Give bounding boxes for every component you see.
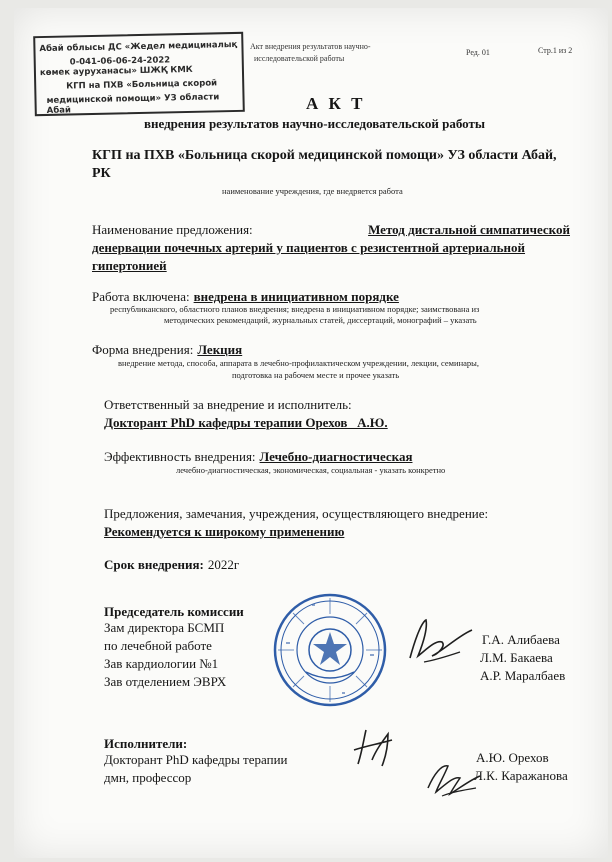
organization-line-1: КГП на ПХВ «Больница скорой медицинской помощи» УЗ области Абай, <box>92 148 557 163</box>
organization-line-2: РК <box>92 166 111 181</box>
signature-executor-1-icon <box>348 724 402 776</box>
term-value: 2022г <box>207 557 240 572</box>
proposal-row <box>92 222 570 238</box>
executor-name-2: Л.К. Каражанова <box>474 768 568 783</box>
responsible-value: Докторант PhD кафедры терапии Орехов А.Ю. <box>104 415 388 430</box>
official-seal-icon <box>272 592 388 708</box>
executor-name-1: А.Ю. Орехов <box>476 750 549 765</box>
proposal-value-3: гипертонией <box>92 258 167 273</box>
edition-label: Ред. 01 <box>466 48 490 57</box>
executors-heading: Исполнители: <box>104 736 188 751</box>
commission-role-1: Зам директора БСМП <box>104 620 225 635</box>
stamp-line-3: КГП на ПХВ «Больница скорой <box>66 78 218 92</box>
form-caption-1: внедрение метода, способа, аппарата в лечебно-профилактическом учреждении, лекции, семинары, <box>118 358 479 368</box>
signature-commission-icon <box>402 612 478 670</box>
commission-role-2: по лечебной работе <box>104 638 212 653</box>
responsible-label: Ответственный за внедрение и исполнитель: <box>104 397 352 412</box>
document-title: А К Т <box>306 94 366 113</box>
commission-role-3: Зав кардиологии №1 <box>104 656 219 671</box>
effectiveness-label: Эффективность внедрения: <box>104 449 256 464</box>
document-page <box>14 8 608 858</box>
organization-caption: наименование учреждения, где внедряется работа <box>222 186 403 196</box>
effectiveness-value: Лечебно-диагностическая <box>259 449 413 464</box>
commission-name-3: А.Р. Маралбаев <box>480 668 566 683</box>
page-counter: Стр.1 из 2 <box>538 46 573 55</box>
proposal-value-2: денервации почечных артерий у пациентов с резистентной артериальной <box>92 240 526 255</box>
registration-stamp <box>33 32 245 116</box>
doc-type-line-2: исследовательской работы <box>254 54 345 63</box>
form-value: Лекция <box>197 342 243 357</box>
remarks-label: Предложения, замечания, учреждения, осуществляющего внедрение: <box>104 506 489 521</box>
included-caption-1: республиканского, областного планов внедрения; внедрена в инициативном порядке; заимствована из <box>110 304 480 314</box>
commission-heading: Председатель комиссии <box>104 604 244 619</box>
document-subtitle: внедрения результатов научно-исследовательской работы <box>144 116 486 131</box>
commission-name-1: Г.А. Алибаева <box>482 632 560 647</box>
doc-type-line-1: Акт внедрения результатов научно- <box>250 42 371 51</box>
effectiveness-caption: лечебно-диагностическая, экономическая, социальная - указать конкретно <box>176 465 446 475</box>
effectiveness-row <box>104 448 412 466</box>
form-caption-2: подготовка на рабочем месте и прочее указать <box>232 370 400 380</box>
commission-name-2: Л.М. Бакаева <box>480 650 553 665</box>
executor-role-1: Докторант PhD кафедры терапии <box>104 752 288 767</box>
remarks-value: Рекомендуется к широкому применению <box>104 524 345 539</box>
included-value: внедрена в инициативном порядке <box>193 289 399 304</box>
term-label: Срок внедрения: <box>104 557 204 572</box>
proposal-value-1: Метод дистальной симпатической <box>368 222 570 237</box>
commission-role-4: Зав отделением ЭВРХ <box>104 674 227 689</box>
stamp-line-1: Абай облысы ДС «Жедел медициналық <box>39 39 238 55</box>
form-row <box>92 341 242 359</box>
executor-role-2: дмн, профессор <box>104 770 192 785</box>
included-label: Работа включена: <box>92 289 190 304</box>
included-caption-2: методических рекомендаций, журнальных статей, диссертаций, монографий – указать <box>164 315 477 325</box>
term-row <box>104 556 239 574</box>
stamp-line-4: медицинской помощи» УЗ области Абай <box>46 92 220 116</box>
stamp-line-2: көмек ауруханасы» ШЖҚ КМК <box>39 64 193 79</box>
signature-executor-2-icon <box>422 754 484 800</box>
form-label: Форма внедрения: <box>92 342 194 357</box>
proposal-label: Наименование предложения: <box>92 222 253 237</box>
stamp-number: 0-041-06-06-24-2022 <box>69 55 171 68</box>
